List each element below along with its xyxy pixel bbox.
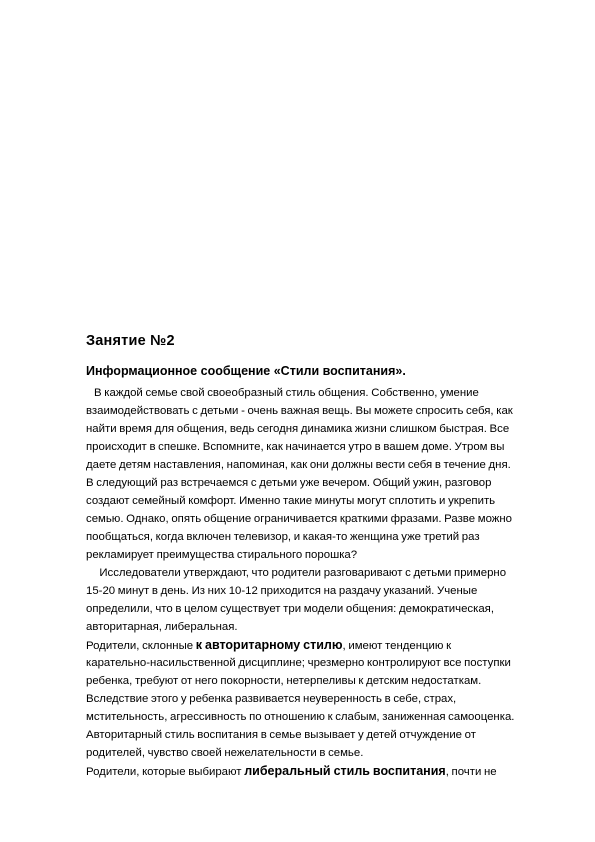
bold-phrase: либеральный стиль воспитания [244, 764, 446, 778]
message-title: Информационное сообщение «Стили воспитания». [86, 364, 406, 378]
text-segment: , имеют тенденцию к [342, 640, 452, 652]
text-line: определили, что в целом существует три модели общения: демократическая, [86, 603, 495, 615]
text-line: В следующий раз встречаемся с детьми уже вечером. Общий ужин, разговор [86, 477, 492, 489]
text-line: авторитарная, либеральная. [86, 621, 238, 633]
text-line [86, 636, 556, 654]
text-line: рекламирует преимущества стирального порошка? [86, 549, 358, 561]
text-line: даете детям наставления, напоминая, как они должны вести себя в течение дня. [86, 459, 511, 471]
text-segment: Родители, склонные [86, 640, 196, 652]
text-line: взаимодействовать с детьми - очень важная вещь. Вы можете спросить себя, как [86, 405, 513, 417]
text-line: родителей, чувство своей нежелательности в семье. [86, 747, 364, 759]
text-line [86, 762, 556, 780]
text-line: семью. Однако, опять общение ограничивается краткими фразами. Разве можно [86, 513, 513, 525]
text-line: Вследствие этого у ребенка развивается неуверенность в себе, страх, [86, 693, 457, 705]
lesson-heading: Занятие №2 [86, 333, 175, 349]
text-line: карательно-насильственной дисциплине; чрезмерно контролируют все поступки [86, 657, 511, 669]
text-line: мстительность, агрессивность по отношению к слабым, заниженная самооценка. [86, 711, 515, 723]
text-line: происходит в спешке. Вспомните, как начинается утро в вашем доме. Утром вы [86, 441, 505, 453]
body-text [86, 384, 556, 780]
text-line: Исследователи утверждают, что родители разговаривают с детьми примерно [86, 567, 507, 579]
text-line: создают семейный комфорт. Именно такие минуты могут сплотить и укрепить [86, 495, 496, 507]
text-line: Авторитарный стиль воспитания в семье вызывает у детей отчуждение от [86, 729, 476, 741]
bold-phrase: к авторитарному стилю [195, 638, 343, 652]
text-segment: , почти не [445, 766, 497, 778]
text-line: найти время для общения, ведь сегодня динамика жизни слишком быстрая. Все [86, 423, 510, 435]
text-line: В каждой семье свой своеобразный стиль общения. Собственно, умение [86, 387, 479, 399]
text-line: ребенка, требуют от него покорности, нетерпеливы к детским недостаткам. [86, 675, 482, 687]
text-line: пообщаться, когда включен телевизор, и какая-то женщина уже третий раз [86, 531, 480, 543]
text-line: 15-20 минут в день. Из них 10-12 приходится на раздачу указаний. Ученые [86, 585, 478, 597]
text-segment: Родители, которые выбирают [86, 766, 245, 778]
